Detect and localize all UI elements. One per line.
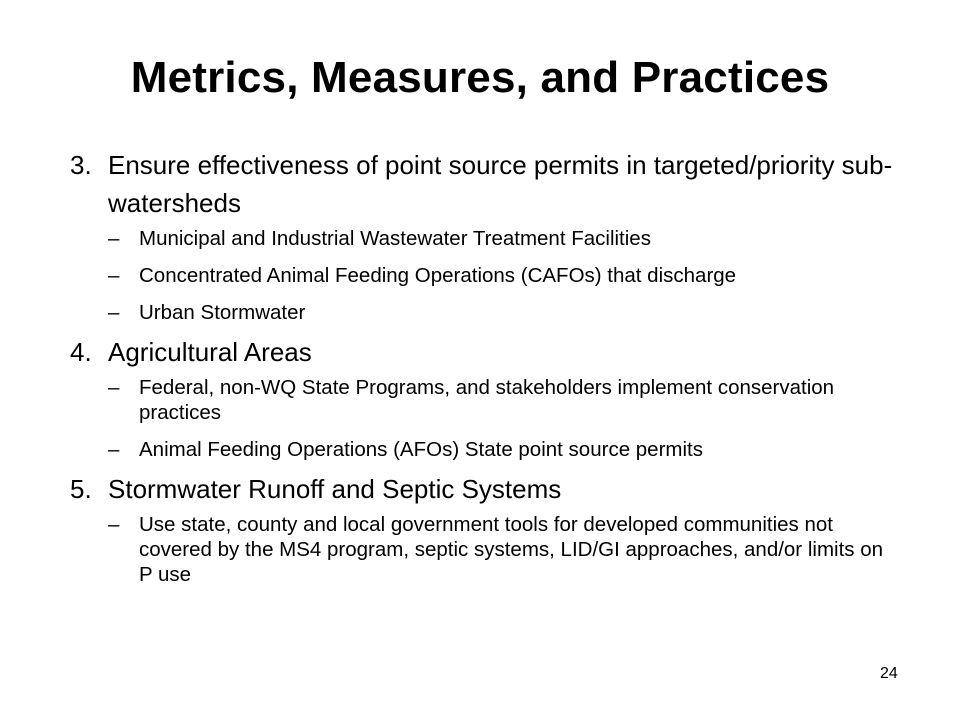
sub-list-item [108, 300, 900, 325]
item-text: Ensure effectiveness of point source permits in targeted/priority sub-watersheds [108, 150, 893, 218]
list-item-3 [70, 146, 900, 325]
sub-list [108, 512, 900, 587]
dash-bullet: – [108, 376, 120, 399]
dash-bullet: – [108, 513, 120, 536]
sub-item-text: Animal Feeding Operations (AFOs) State point source permits [139, 438, 703, 461]
sub-list-item [108, 226, 900, 251]
item-number: 5. [70, 474, 92, 504]
dash-bullet: – [108, 438, 120, 461]
sub-list-item [108, 512, 900, 587]
sub-item-text: Federal, non-WQ State Programs, and stakeholders implement conservation practices [139, 376, 835, 424]
dash-bullet: – [108, 264, 120, 287]
list-item-4 [70, 333, 900, 462]
slide-content [70, 146, 900, 595]
dash-bullet: – [108, 227, 120, 250]
dash-bullet: – [108, 301, 120, 324]
sub-item-text: Concentrated Animal Feeding Operations (CAFOs) that discharge [139, 264, 737, 287]
sub-item-text: Urban Stormwater [139, 301, 306, 324]
item-text: Stormwater Runoff and Septic Systems [108, 474, 562, 504]
sub-list [108, 375, 900, 462]
sub-item-text: Use state, county and local government tools for developed communities not covered by the MS4 program, septic systems, LID/GI approaches, and/or limits on P use [139, 513, 884, 586]
item-number: 4. [70, 337, 92, 367]
page-number: 24 [880, 665, 898, 682]
sub-item-text: Municipal and Industrial Wastewater Treatment Facilities [139, 227, 651, 250]
sub-list-item [108, 375, 900, 425]
slide-title: Metrics, Measures, and Practices [130, 53, 830, 102]
item-text: Agricultural Areas [108, 337, 312, 367]
sub-list-item [108, 263, 900, 288]
item-number: 3. [70, 150, 92, 180]
sub-list-item [108, 437, 900, 462]
sub-list [108, 226, 900, 325]
list-item-5 [70, 470, 900, 587]
